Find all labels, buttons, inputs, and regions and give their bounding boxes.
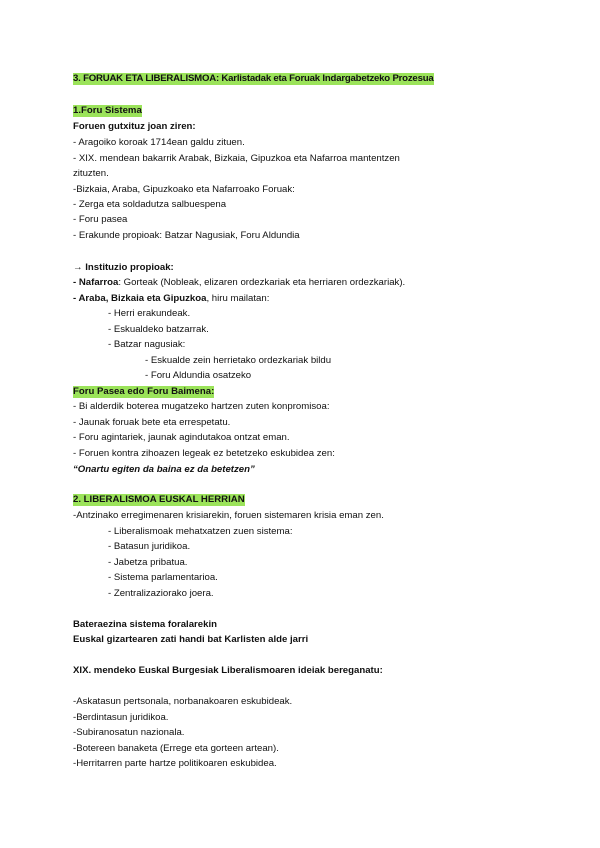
bold-line: Bateraezina sistema foralarekin — [73, 619, 217, 630]
idea-item: -Askatasun pertsonala, norbanakoaren eskubideak. — [73, 696, 293, 707]
list-item: - Liberalismoak mehatxatzen zuen sistema: — [108, 526, 293, 537]
nafarroa-text: : Gorteak (Nobleak, elizaren ordezkariak eta herriaren ordezkariak). — [118, 277, 406, 288]
text-line: - Jaunak foruak bete eta errespetatu. — [73, 417, 231, 428]
idea-item: -Herritarren parte hartze politikoaren eskubidea. — [73, 758, 277, 769]
text-line: -Bizkaia, Araba, Gipuzkoako eta Nafarroako Foruak: — [73, 184, 295, 195]
nafarroa-line — [73, 277, 405, 289]
list-item: - Batasun juridikoa. — [108, 541, 191, 552]
text-line: - Aragoiko koroak 1714ean galdu zituen. — [73, 137, 245, 148]
text-line: - XIX. mendean bakarrik Arabak, Bizkaia, Gipuzkoa eta Nafarroa mantentzen — [73, 153, 400, 164]
list-item: - Jabetza pribatua. — [108, 557, 188, 568]
burgesia-heading: XIX. mendeko Euskal Burgesiak Liberalismoaren ideiak bereganatu: — [73, 665, 383, 676]
araba-label: - Araba, Bizkaia eta Gipuzkoa — [73, 293, 207, 304]
araba-line — [73, 293, 269, 305]
idea-item: -Berdintasun juridikoa. — [73, 712, 169, 723]
section-2-heading: 2. LIBERALISMOA EUSKAL HERRIAN — [73, 494, 245, 505]
section-1-heading: 1.Foru Sistema — [73, 105, 142, 116]
level-item: - Herri erakundeak. — [108, 308, 191, 319]
araba-text: , hiru mailatan: — [206, 293, 270, 304]
document-title: 3. FORUAK ETA LIBERALISMOA: Karlistadak eta Foruak Indargabetzeko Prozesua — [73, 73, 434, 84]
text-line: zituzten. — [73, 168, 109, 179]
text-line: - Erakunde propioak: Batzar Nagusiak, Foru Aldundia — [73, 230, 300, 241]
idea-item: -Botereen banaketa (Errege eta gorteen artean). — [73, 743, 279, 754]
text-line: - Bi alderdik boterea mugatzeko hartzen zuten konpromisoa: — [73, 401, 330, 412]
text-line: - Zerga eta soldadutza salbuespena — [73, 199, 227, 210]
text-line: - Foru pasea — [73, 214, 128, 225]
sublevel-item: - Eskualde zein herrietako ordezkariak bildu — [145, 355, 332, 366]
level-item: - Batzar nagusiak: — [108, 339, 186, 350]
quote: “Onartu egiten da baina ez da betetzen” — [73, 464, 255, 475]
idea-item: -Subiranosatun nazionala. — [73, 727, 185, 738]
foru-pasea-heading: Foru Pasea edo Foru Baimena: — [73, 386, 215, 397]
list-item: - Sistema parlamentarioa. — [108, 572, 218, 583]
bold-line: Euskal gizartearen zati handi bat Karlisten alde jarri — [73, 634, 309, 645]
text-line: - Foru agintariek, jaunak agindutakoa ontzat eman. — [73, 432, 290, 443]
level-item: - Eskualdeko batzarrak. — [108, 324, 209, 335]
institutions-heading: → Instituzio propioak: — [73, 262, 174, 273]
text-line: - Foruen kontra zihoazen legeak ez betetzeko eskubidea zen: — [73, 448, 335, 459]
section-1-subheading: Foruen gutxituz joan ziren: — [73, 121, 196, 132]
sublevel-item: - Foru Aldundia osatzeko — [145, 370, 252, 381]
list-item: - Zentralizaziorako joera. — [108, 588, 214, 599]
section-2-intro: -Antzinako erregimenaren krisiarekin, foruen sistemaren krisia eman zen. — [73, 510, 384, 521]
nafarroa-label: - Nafarroa — [73, 277, 119, 288]
